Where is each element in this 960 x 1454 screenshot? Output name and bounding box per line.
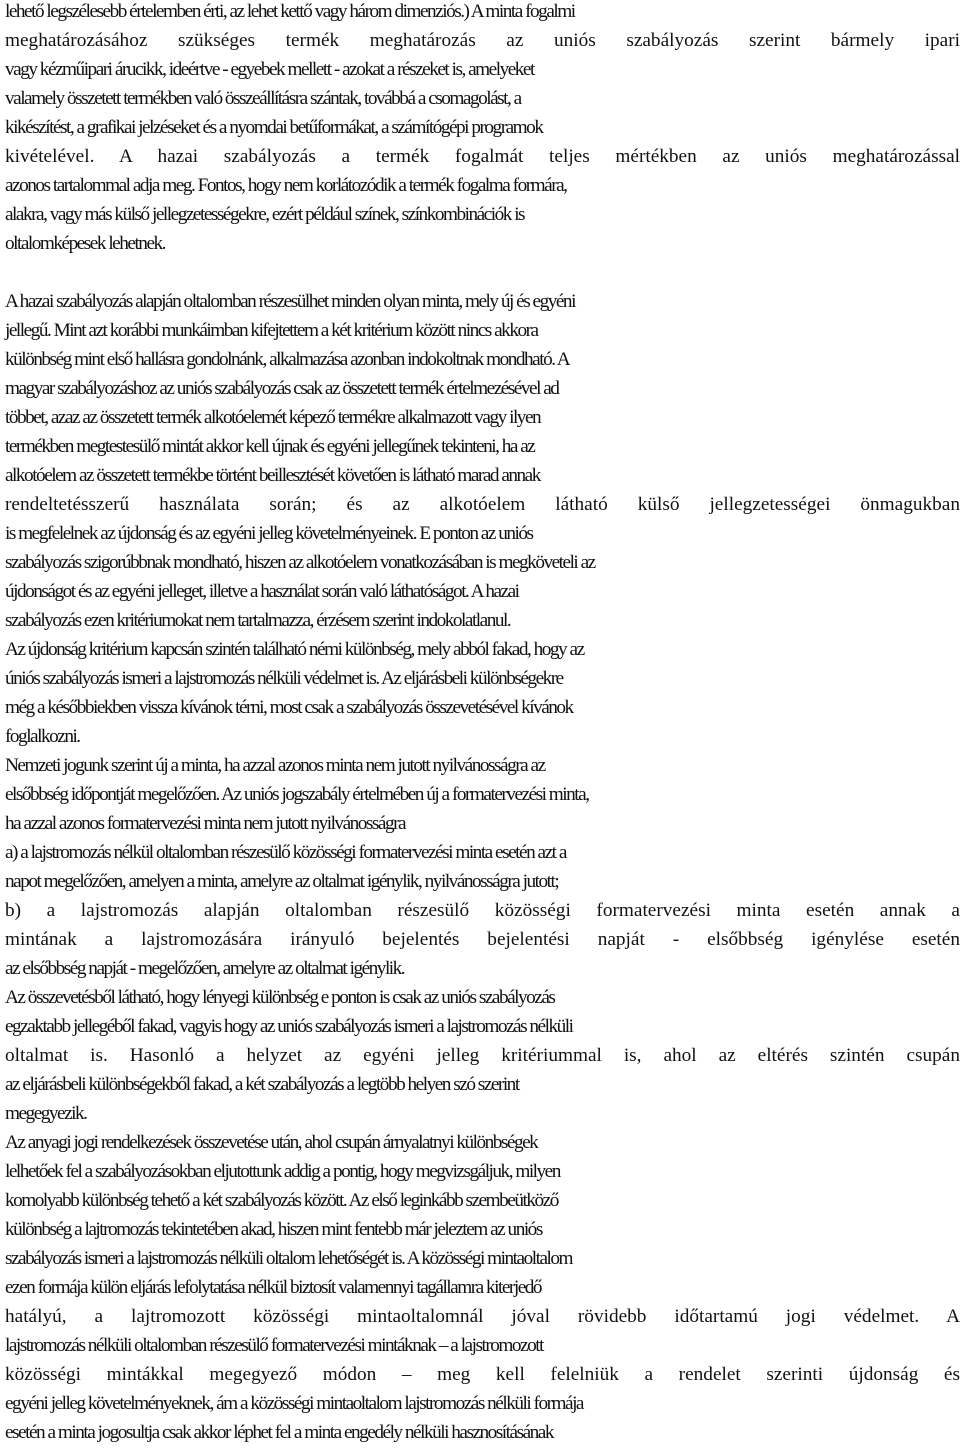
text-line: magyar szabályozáshoz az uniós szabályozás csak az összetett termék értelmezésével ad bbox=[5, 378, 559, 399]
text-line: kivételével. A hazai szabályozás a termék fogalmát teljes mértékben az uniós meghatározással bbox=[5, 146, 960, 167]
text-line: termékben megtestesülő mintát akkor kell újnak és egyéni jellegűnek tekinteni, ha az bbox=[5, 436, 535, 457]
text-line: valamely összetett termékben való összeállításra szántak, továbbá a csomagolást, a bbox=[5, 88, 521, 109]
text-line: ezen formája külön eljárás lefolytatása nélkül biztosít valamennyi tagállamra kiterjedő bbox=[5, 1277, 542, 1298]
text-line: többet, azaz az összetett termék alkotóelemét képező termékre alkalmazott vagy ilyen bbox=[5, 407, 541, 428]
document-body bbox=[5, 0, 960, 1447]
text-line: komolyabb különbség tehető a két szabályozás között. Az első leginkább szembeütköző bbox=[5, 1190, 558, 1211]
text-line: mintának a lajstromozására irányuló bejelentés bejelentési napját - elsőbbség igénylése esetén bbox=[5, 929, 960, 950]
text-line: egyéni jelleg követelményeknek, ám a közösségi mintaoltalom lajstromozás nélküli formája bbox=[5, 1393, 583, 1414]
text-line: lelhetőek fel a szabályozásokban eljutottunk addig a pontig, hogy megvizsgáljuk, milyen bbox=[5, 1161, 560, 1182]
paragraph-spacer bbox=[5, 258, 960, 287]
text-line: egzaktabb jellegéből fakad, vagyis hogy az uniós szabályozás ismeri a lajstromozás nélküli bbox=[5, 1016, 573, 1037]
text-line: különbség mint első hallásra gondolnánk, alkalmazása azonban indokoltnak mondható. A bbox=[5, 349, 570, 370]
paragraph-novelty-individual-character bbox=[5, 287, 960, 1447]
text-line: vagy kézműipari árucikk, ideértve - egyebek mellett - azokat a részeket is, amelyeket bbox=[5, 59, 534, 80]
text-line: b) a lajstromozás alapján oltalomban részesülő közösségi formatervezési minta esetén annak a bbox=[5, 900, 960, 921]
text-line: elsőbbség időpontját megelőzően. Az uniós jogszabály értelmében új a formatervezési minta, bbox=[5, 784, 589, 805]
text-line: alkotóelem az összetett termékbe történt beillesztését követően is látható marad annak bbox=[5, 465, 540, 486]
text-line: Az összevetésből látható, hogy lényegi különbség e ponton is csak az uniós szabályozás bbox=[5, 987, 555, 1008]
text-line: alakra, vagy más külső jellegzetességekre, ezért például színek, színkombinációk is bbox=[5, 204, 525, 225]
text-line: oltalmat is. Hasonló a helyzet az egyéni jelleg kritériummal is, ahol az eltérés szintén csupán bbox=[5, 1045, 960, 1066]
text-line: meghatározásához szükséges termék meghatározás az uniós szabályozás szerint bármely ipari bbox=[5, 30, 960, 51]
text-line: ha azzal azonos formatervezési minta nem jutott nyilvánosságra bbox=[5, 813, 406, 834]
text-line: megegyezik. bbox=[5, 1103, 87, 1124]
text-line: azonos tartalommal adja meg. Fontos, hogy nem korlátozódik a termék fogalma formára, bbox=[5, 175, 567, 196]
text-line: úniós szabályozás ismeri a lajstromozás nélküli védelmet is. Az eljárásbeli különbségekre bbox=[5, 668, 563, 689]
text-line: jellegű. Mint azt korábbi munkáimban kifejtettem a két kritérium között nincs akkora bbox=[5, 320, 538, 341]
text-line: a) a lajstromozás nélkül oltalomban részesülő közösségi formatervezési minta esetén azt a bbox=[5, 842, 566, 863]
paragraph-product-definition bbox=[5, 0, 960, 258]
text-line: kikészítést, a grafikai jelzéseket és a nyomdai betűformákat, a számítógépi programok bbox=[5, 117, 543, 138]
text-line: újdonságot és az egyéni jelleget, illetve a használat során való láthatóságot. A hazai bbox=[5, 581, 519, 602]
text-line: rendeltetésszerű használata során; és az alkotóelem látható külső jellegzetességei önmagukban bbox=[5, 494, 960, 515]
text-line: közösségi mintákkal megegyező módon – meg kell felelniük a rendelet szerinti újdonság és bbox=[5, 1364, 960, 1385]
text-line: szabályozás ismeri a lajstromozás nélküli oltalom lehetőségét is. A közösségi mintaoltalom bbox=[5, 1248, 573, 1269]
text-line: szabályozás ezen kritériumokat nem tartalmazza, érzésem szerint indokolatlanul. bbox=[5, 610, 511, 631]
text-line: oltalomképesek lehetnek. bbox=[5, 233, 165, 254]
text-line: az elsőbbség napját - megelőzően, amelyre az oltalmat igénylik. bbox=[5, 958, 405, 979]
text-line: esetén a minta jogosultja csak akkor léphet fel a minta engedély nélküli hasznosításának bbox=[5, 1422, 553, 1443]
text-line: napot megelőzően, amelyen a minta, amelyre az oltalmat igénylik, nyilvánosságra jutott; bbox=[5, 871, 559, 892]
text-line: is megfelelnek az újdonság és az egyéni jelleg követelményeinek. E ponton az uniós bbox=[5, 523, 533, 544]
text-line: Az újdonság kritérium kapcsán szintén található némi különbség, mely abból fakad, hogy az bbox=[5, 639, 584, 660]
text-line: különbség a lajtromozás tekintetében akad, hiszen mint fentebb már jeleztem az uniós bbox=[5, 1219, 542, 1240]
text-line: az eljárásbeli különbségekből fakad, a két szabályozás a legtöbb helyen szó szerint bbox=[5, 1074, 519, 1095]
text-line: hatályú, a lajtromozott közösségi mintaoltalomnál jóval rövidebb időtartamú jogi védelmet. A bbox=[5, 1306, 960, 1327]
text-line: Az anyagi jogi rendelkezések összevetése után, ahol csupán árnyalatnyi különbségek bbox=[5, 1132, 538, 1153]
text-line: még a későbbiekben vissza kívánok térni, most csak a szabályozás összevetésével kívánok bbox=[5, 697, 573, 718]
text-line: foglalkozni. bbox=[5, 726, 80, 747]
text-line: szabályozás szigorúbbnak mondható, hiszen az alkotóelem vonatkozásában is megköveteli az bbox=[5, 552, 595, 573]
text-line: lajstromozás nélküli oltalomban részesülő formatervezési mintáknak – a lajstromozott bbox=[5, 1335, 543, 1356]
text-line: lehető legszélesebb értelemben érti, az lehet kettő vagy három dimenziós.) A minta fogalmi bbox=[5, 1, 575, 22]
text-line: Nemzeti jogunk szerint új a minta, ha azzal azonos minta nem jutott nyilvánosságra az bbox=[5, 755, 545, 776]
text-line: A hazai szabályozás alapján oltalomban részesülhet minden olyan minta, mely új és egyéni bbox=[5, 291, 575, 312]
